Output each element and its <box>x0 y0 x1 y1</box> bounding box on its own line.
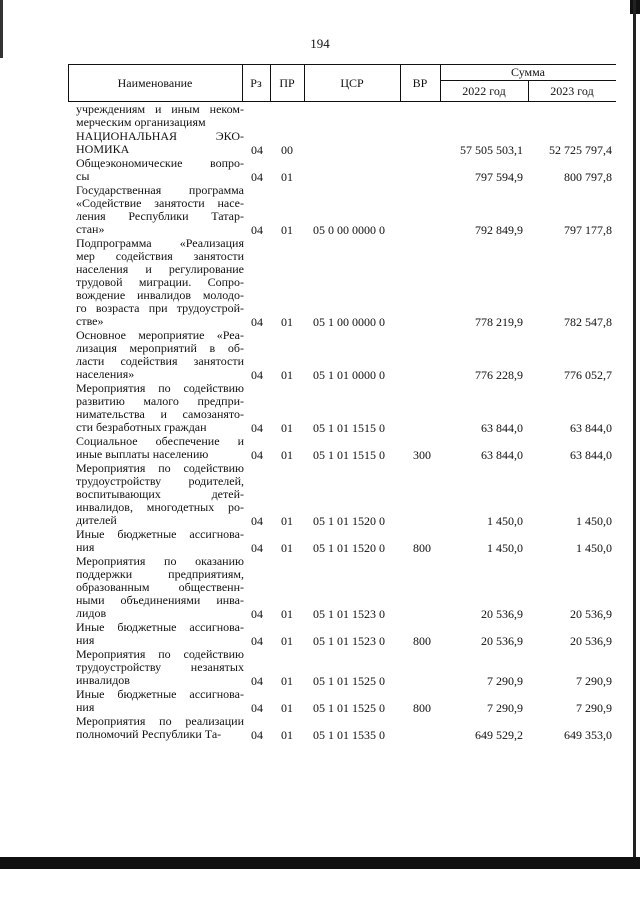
row-sum-2023: 782 547,8 <box>564 315 612 329</box>
row-csr: 05 1 01 1515 0 <box>313 421 385 435</box>
row-name-line: НАЦИОНАЛЬНАЯ ЭКО- <box>76 129 244 143</box>
row-name <box>76 237 244 328</box>
row-name-line: воспитывающих детей- <box>76 487 244 501</box>
row-name-line: ными объединениями инва- <box>76 593 244 607</box>
row-name-line: полномочий Республики Та- <box>76 727 222 741</box>
row-rz: 04 <box>251 170 263 184</box>
row-csr: 05 1 01 1520 0 <box>313 514 385 528</box>
row-sum-2023: 776 052,7 <box>564 368 612 382</box>
row-name-line: стан» <box>76 222 105 236</box>
row-name-line: ласти содействия занятости <box>76 354 244 368</box>
row-name-line: Социальное обеспечение и <box>76 434 244 448</box>
row-sum-2022: 7 290,9 <box>487 701 523 715</box>
row-pr: 01 <box>281 421 293 435</box>
row-name-line: го возраста при трудоустрой- <box>76 301 244 315</box>
row-rz: 04 <box>251 541 263 555</box>
row-name-line: Мероприятия по реализации <box>76 714 244 728</box>
row-sum-2023: 7 290,9 <box>576 674 612 688</box>
table-row <box>68 462 616 528</box>
row-pr: 01 <box>281 170 293 184</box>
row-name-line: трудовой миграции. Сопро- <box>76 275 244 289</box>
row-csr: 05 1 01 1525 0 <box>313 701 385 715</box>
row-rz: 04 <box>251 143 263 157</box>
row-name <box>76 688 244 714</box>
row-pr: 01 <box>281 541 293 555</box>
row-sum-2022: 7 290,9 <box>487 674 523 688</box>
row-sum-2022: 57 505 503,1 <box>460 143 523 157</box>
row-name-line: Государственная программа <box>76 183 244 197</box>
row-name <box>76 184 244 236</box>
row-name-line: лидов <box>76 606 107 620</box>
row-name <box>76 435 244 461</box>
row-name <box>76 715 244 741</box>
table-row <box>68 715 616 742</box>
row-name-line: населения» <box>76 367 135 381</box>
row-rz: 04 <box>251 315 263 329</box>
row-rz: 04 <box>251 607 263 621</box>
row-csr: 05 1 01 1535 0 <box>313 728 385 742</box>
row-name-line: дителей <box>76 513 117 527</box>
row-name-line: нимательства и самозанято- <box>76 407 244 421</box>
table-row <box>68 648 616 688</box>
row-name-line: сы <box>76 169 90 183</box>
row-csr: 05 0 00 0000 0 <box>313 223 385 237</box>
table-row <box>68 435 616 462</box>
table-row <box>68 329 616 382</box>
page-number: 194 <box>310 36 330 51</box>
row-name <box>76 462 244 527</box>
row-csr: 05 1 00 0000 0 <box>313 315 385 329</box>
row-name <box>76 621 244 647</box>
row-rz: 04 <box>251 728 263 742</box>
header-year-2022: 2022 год <box>462 84 506 98</box>
row-pr: 01 <box>281 674 293 688</box>
row-name <box>76 382 244 434</box>
row-name-line: ния <box>76 633 95 647</box>
row-name-line: Мероприятия по содействию <box>76 381 244 395</box>
row-name-line: населения и регулирование <box>76 262 244 276</box>
row-name-line: ления Республики Татар- <box>76 209 244 223</box>
row-name-line: трудоустройству родителей, <box>76 474 244 488</box>
row-csr: 05 1 01 1523 0 <box>313 607 385 621</box>
row-name-line: Основное мероприятие «Реа- <box>76 328 244 342</box>
row-rz: 04 <box>251 421 263 435</box>
header-csr: ЦСР <box>340 76 364 90</box>
row-sum-2022: 1 450,0 <box>487 514 523 528</box>
row-name-line: сти безработных граждан <box>76 420 207 434</box>
row-name-line: образованным общественн- <box>76 580 244 594</box>
row-sum-2023: 649 353,0 <box>564 728 612 742</box>
row-name-line: «Содействие занятости насе- <box>76 196 244 210</box>
row-vr: 300 <box>413 448 431 462</box>
scan-right-edge <box>633 0 636 860</box>
row-sum-2023: 63 844,0 <box>570 421 612 435</box>
header-vr: ВР <box>412 76 428 90</box>
table-row <box>68 157 616 184</box>
table-row <box>68 382 616 435</box>
row-pr: 01 <box>281 701 293 715</box>
row-csr: 05 1 01 1520 0 <box>313 541 385 555</box>
row-pr: 01 <box>281 728 293 742</box>
row-name <box>76 528 244 554</box>
row-name-line: Мероприятия по содействию <box>76 461 244 475</box>
table-row <box>68 103 616 130</box>
row-rz: 04 <box>251 223 263 237</box>
row-name-line: Мероприятия по содействию <box>76 647 244 661</box>
row-rz: 04 <box>251 368 263 382</box>
header-pr: ПР <box>279 76 295 90</box>
row-name-line: ния <box>76 540 95 554</box>
row-pr: 01 <box>281 514 293 528</box>
row-name-line: мерческим организациям <box>76 115 206 129</box>
row-rz: 04 <box>251 448 263 462</box>
row-sum-2023: 20 536,9 <box>570 607 612 621</box>
row-csr: 05 1 01 1523 0 <box>313 634 385 648</box>
header-rz: Рз <box>250 76 262 90</box>
row-name-line: развитию малого предпри- <box>76 394 244 408</box>
table-row <box>68 237 616 329</box>
row-name <box>76 103 244 129</box>
row-name-line: поддержки предприятиям, <box>76 567 244 581</box>
table-row <box>68 621 616 648</box>
row-csr: 05 1 01 0000 0 <box>313 368 385 382</box>
row-rz: 04 <box>251 634 263 648</box>
row-pr: 01 <box>281 607 293 621</box>
row-pr: 01 <box>281 634 293 648</box>
row-name-line: Иные бюджетные ассигнова- <box>76 527 244 541</box>
row-name-line: НОМИКА <box>76 142 130 156</box>
row-name-line: Мероприятия по оказанию <box>76 554 244 568</box>
table-row <box>68 555 616 621</box>
row-sum-2022: 776 228,9 <box>475 368 523 382</box>
row-vr: 800 <box>413 541 431 555</box>
row-sum-2022: 20 536,9 <box>481 607 523 621</box>
row-pr: 01 <box>281 368 293 382</box>
header-year-2023: 2023 год <box>550 84 594 98</box>
row-name-line: Общеэкономические вопро- <box>76 156 244 170</box>
row-name-line: Иные бюджетные ассигнова- <box>76 687 244 701</box>
row-rz: 04 <box>251 701 263 715</box>
row-sum-2022: 797 594,9 <box>475 170 523 184</box>
row-name <box>76 157 244 183</box>
table-row <box>68 688 616 715</box>
row-sum-2022: 63 844,0 <box>481 421 523 435</box>
row-vr: 800 <box>413 701 431 715</box>
table-row <box>68 184 616 237</box>
row-sum-2022: 792 849,9 <box>475 223 523 237</box>
row-sum-2023: 20 536,9 <box>570 634 612 648</box>
row-vr: 800 <box>413 634 431 648</box>
row-pr: 01 <box>281 448 293 462</box>
row-sum-2023: 7 290,9 <box>576 701 612 715</box>
header-sum: Сумма <box>511 65 545 79</box>
row-csr: 05 1 01 1525 0 <box>313 674 385 688</box>
table-row <box>68 528 616 555</box>
row-name-line: лизация мероприятий в об- <box>76 341 244 355</box>
row-name-line: инвалидов <box>76 673 130 687</box>
row-sum-2023: 1 450,0 <box>576 514 612 528</box>
row-rz: 04 <box>251 514 263 528</box>
row-pr: 00 <box>281 143 293 157</box>
row-name-line: трудоустройству незанятых <box>76 660 244 674</box>
header-name: Наименование <box>117 76 193 90</box>
scan-bottom-bar <box>0 857 640 869</box>
row-sum-2022: 1 450,0 <box>487 541 523 555</box>
row-name <box>76 130 244 156</box>
row-name <box>76 555 244 620</box>
row-name-line: Иные бюджетные ассигнова- <box>76 620 244 634</box>
row-sum-2023: 797 177,8 <box>564 223 612 237</box>
row-name <box>76 648 244 687</box>
row-sum-2022: 63 844,0 <box>481 448 523 462</box>
row-sum-2023: 1 450,0 <box>576 541 612 555</box>
row-name-line: мер содействия занятости <box>76 249 244 263</box>
row-pr: 01 <box>281 315 293 329</box>
row-name-line: стве» <box>76 314 104 328</box>
row-pr: 01 <box>281 223 293 237</box>
row-sum-2023: 63 844,0 <box>570 448 612 462</box>
row-sum-2022: 649 529,2 <box>475 728 523 742</box>
row-rz: 04 <box>251 674 263 688</box>
row-csr: 05 1 01 1515 0 <box>313 448 385 462</box>
row-name-line: иные выплаты населению <box>76 447 209 461</box>
row-sum-2023: 800 797,8 <box>564 170 612 184</box>
row-name-line: инвалидов, многодетных ро- <box>76 500 244 514</box>
row-sum-2022: 20 536,9 <box>481 634 523 648</box>
row-name-line: учреждениям и иным неком- <box>76 102 244 116</box>
row-name-line: Подпрограмма «Реализация <box>76 236 244 250</box>
row-name <box>76 329 244 381</box>
row-sum-2023: 52 725 797,4 <box>549 143 612 157</box>
row-name-line: вождение инвалидов молодо- <box>76 288 244 302</box>
row-name-line: ния <box>76 700 95 714</box>
table-row <box>68 130 616 157</box>
row-sum-2022: 778 219,9 <box>475 315 523 329</box>
table-header <box>68 64 616 102</box>
